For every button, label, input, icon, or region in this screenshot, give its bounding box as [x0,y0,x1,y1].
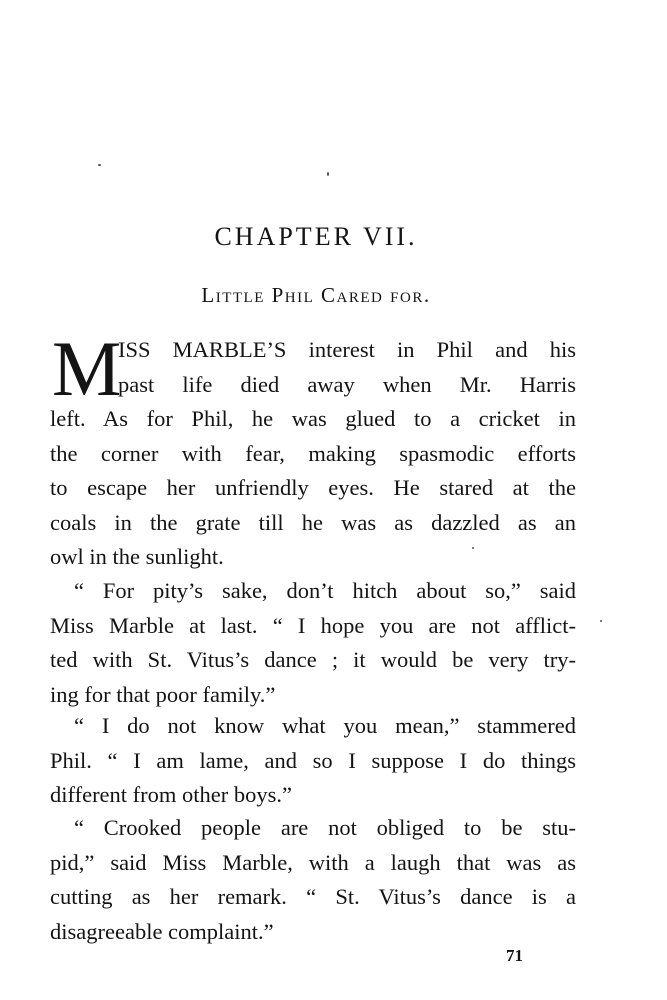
paragraph [50,574,576,712]
text-line: cutting as her remark. “ St. Vitus’s dance is a [50,884,576,909]
text-line: to escape her unfriendly eyes. He stared at the [50,475,576,500]
text-line: disagreeable complaint.” [50,918,274,944]
chapter-title: Little Phil Cared for. [201,283,431,307]
chapter-heading: CHAPTER VII. [214,222,418,251]
text-line: pid,” said Miss Marble, with a laugh that was as [50,849,576,875]
text-line: left. As for Phil, he was glued to a cricket in [50,406,576,431]
printing-speck [327,172,329,176]
text-line: different from other boys.” [50,782,293,807]
paragraph [50,709,576,813]
text-line: “ Crooked people are not obliged to be stu- [74,815,576,840]
text-line: past life died away when Mr. Harris [118,371,576,397]
text-line: the corner with fear, making spasmodic efforts [50,440,576,466]
text-line: ted with St. Vitus’s dance ; it would be very try- [50,647,576,672]
text-line: owl in the sunlight. [50,544,224,569]
printing-speck [600,620,602,622]
text-line: “ For pity’s sake, don’t hitch about so,” said [74,578,576,603]
page-number: 71 [506,946,523,965]
drop-cap: M [52,325,122,412]
text-line: ing for that poor family.” [50,681,276,707]
text-line: coals in the grate till he was as dazzled as an [50,509,576,535]
printing-speck [98,164,101,166]
text-line: Miss Marble at last. “ I hope you are not afflict- [50,612,576,638]
paragraph [50,811,576,949]
text-line: Phil. “ I am lame, and so I suppose I do things [50,747,576,773]
text-line: ISS MARBLE’S interest in Phil and his [118,337,576,362]
paragraph [50,333,576,575]
text-line: “ I do not know what you mean,” stammered [74,713,576,738]
